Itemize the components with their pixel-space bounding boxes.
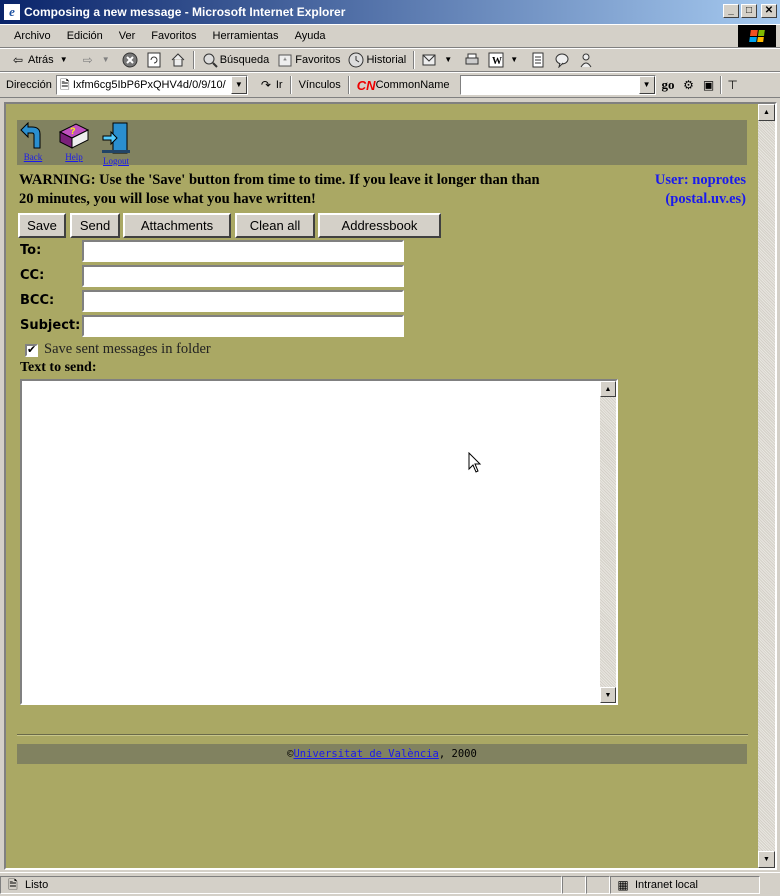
windows-logo-icon (738, 25, 776, 47)
word-icon (488, 52, 504, 68)
nav-logout[interactable] (101, 122, 131, 166)
page-icon: 🗎 (8, 877, 18, 892)
search-icon[interactable]: ⚙ (683, 78, 694, 92)
options-icon[interactable]: ⊤ (727, 78, 738, 92)
person-icon (578, 52, 594, 68)
go-button[interactable] (254, 77, 287, 93)
message-body-textarea[interactable] (20, 379, 618, 705)
go-arrow-icon: ↷ (260, 78, 271, 92)
nav-help-label: Help (65, 152, 83, 162)
subject-field[interactable] (82, 315, 404, 337)
svg-text:?: ? (70, 126, 76, 136)
chevron-down-icon[interactable]: ▼ (444, 55, 453, 64)
back-arrow-icon (20, 122, 46, 150)
address-label: Dirección (6, 79, 52, 91)
history-icon (348, 52, 364, 68)
to-label: To: (20, 243, 42, 258)
commonname-logo: CN (356, 77, 376, 93)
nav-bar (17, 120, 747, 165)
favorites-button[interactable] (273, 52, 344, 68)
nav-back[interactable] (20, 122, 46, 162)
refresh-button[interactable] (142, 52, 166, 68)
logout-door-icon (101, 122, 131, 154)
minimize-button[interactable]: _ (723, 4, 739, 18)
title-bar (0, 0, 780, 24)
nav-back-label: Back (23, 152, 43, 162)
back-arrow-icon: ⇦ (12, 53, 24, 67)
mouse-cursor-icon (468, 452, 482, 474)
cc-label: CC: (20, 268, 45, 283)
maximize-button[interactable]: □ (741, 4, 757, 18)
status-panel (0, 876, 562, 894)
send-button[interactable]: Send (70, 213, 120, 238)
home-icon (170, 52, 186, 68)
page-content (4, 102, 777, 870)
document-icon (530, 52, 546, 68)
attachments-button[interactable]: Attachments (123, 213, 231, 238)
zone-panel (610, 876, 760, 894)
history-label: Historial (366, 54, 407, 66)
warning-line-1: WARNING: Use the 'Save' button from time to time. If you leave it longer than than (19, 172, 540, 188)
highlight-icon[interactable]: ▣ (702, 78, 715, 92)
favorites-label: Favoritos (295, 54, 341, 66)
clean-all-button[interactable]: Clean all (235, 213, 315, 238)
nav-logout-label: Logout (103, 156, 129, 166)
go-label: Ir (275, 79, 283, 91)
printer-icon (464, 52, 480, 68)
chevron-down-icon[interactable]: ▼ (101, 55, 110, 64)
chat-icon (554, 52, 570, 68)
contacts-button[interactable] (574, 52, 598, 68)
menu-edicion[interactable]: Edición (66, 30, 103, 42)
address-value: Ixfm6cg5IbP6PxQHV4d/0/9/10/ (72, 79, 226, 91)
forward-button[interactable] (76, 52, 118, 68)
stop-icon (122, 52, 138, 68)
ie-icon: e (4, 4, 20, 20)
svg-text:W: W (492, 56, 503, 67)
webmail-page (6, 104, 760, 868)
chevron-down-icon[interactable]: ▼ (510, 55, 519, 64)
mail-button[interactable] (418, 52, 460, 68)
history-button[interactable] (344, 52, 410, 68)
scroll-up-icon[interactable]: ▲ (600, 381, 616, 397)
help-book-icon (58, 122, 90, 150)
window-controls (723, 4, 777, 18)
print-button[interactable] (460, 52, 484, 68)
save-button[interactable]: Save (18, 213, 66, 238)
text-to-send-label: Text to send: (20, 360, 97, 375)
links-label[interactable]: Vínculos (298, 79, 341, 91)
home-button[interactable] (166, 52, 190, 68)
menu-archivo[interactable]: Archivo (14, 30, 51, 42)
back-button[interactable] (6, 52, 76, 68)
save-sent-checkbox[interactable]: ✔ (27, 344, 37, 356)
page-scrollbar[interactable] (758, 104, 775, 868)
scroll-up-icon[interactable]: ▲ (758, 104, 775, 121)
intranet-icon: ▦ (617, 877, 629, 892)
messenger-button[interactable] (550, 52, 574, 68)
search-label: Búsqueda (219, 54, 270, 66)
user-server: (postal.uv.es) (665, 191, 746, 207)
edit-button[interactable] (484, 52, 526, 68)
to-field[interactable] (82, 240, 404, 262)
addressbook-button[interactable]: Addressbook (318, 213, 441, 238)
close-button[interactable]: ✕ (761, 4, 777, 18)
status-bar (0, 872, 780, 896)
university-link[interactable]: Universitat de València (293, 748, 439, 760)
user-info (655, 171, 746, 209)
footer (17, 744, 747, 764)
save-sent-label: Save sent messages in folder (44, 341, 211, 357)
refresh-icon (146, 52, 162, 68)
textarea-scrollbar[interactable] (600, 381, 616, 703)
address-input[interactable] (56, 75, 248, 95)
user-name: User: noprotes (654, 172, 746, 188)
nav-help[interactable] (58, 122, 90, 162)
save-warning (19, 171, 599, 209)
favorites-icon (277, 52, 293, 68)
zone-text: Intranet local (635, 878, 698, 891)
copyright-symbol: © (287, 748, 294, 760)
menu-bar (0, 24, 780, 48)
commonname-input[interactable] (460, 75, 656, 95)
window-title: Composing a new message - Microsoft Internet Explorer (24, 5, 346, 19)
scroll-down-icon[interactable]: ▼ (600, 687, 616, 703)
menu-ver[interactable]: Ver (118, 30, 136, 42)
commonname-label: CommonName (375, 79, 450, 91)
discuss-button[interactable] (526, 52, 550, 68)
warning-line-2: 20 minutes, you will lose what you have written! (19, 191, 316, 207)
menu-herramientas[interactable]: Herramientas (212, 30, 279, 42)
status-text: Listo (25, 878, 49, 891)
chevron-down-icon[interactable]: ▼ (59, 55, 68, 64)
bcc-label: BCC: (20, 293, 55, 308)
subject-label: Subject: (20, 318, 81, 333)
forward-arrow-icon: ⇨ (82, 53, 93, 67)
menu-favoritos[interactable]: Favoritos (151, 30, 197, 42)
standard-toolbar (0, 48, 780, 72)
bcc-field[interactable] (82, 290, 404, 312)
address-bar (0, 72, 780, 98)
back-label: Atrás (28, 54, 54, 66)
divider (17, 734, 748, 736)
footer-year: , 2000 (438, 748, 477, 760)
search-button[interactable] (198, 52, 274, 68)
chevron-down-icon[interactable]: ▼ (639, 76, 655, 94)
menu-ayuda[interactable]: Ayuda (294, 30, 326, 42)
page-icon: 🗎 (60, 78, 70, 92)
search-icon (202, 52, 218, 68)
cc-field[interactable] (82, 265, 404, 287)
stop-button[interactable] (118, 52, 142, 68)
chevron-down-icon[interactable]: ▼ (231, 76, 247, 94)
commonname-go-button[interactable]: go (661, 77, 675, 92)
scroll-down-icon[interactable]: ▼ (758, 851, 775, 868)
mail-icon (422, 52, 438, 68)
